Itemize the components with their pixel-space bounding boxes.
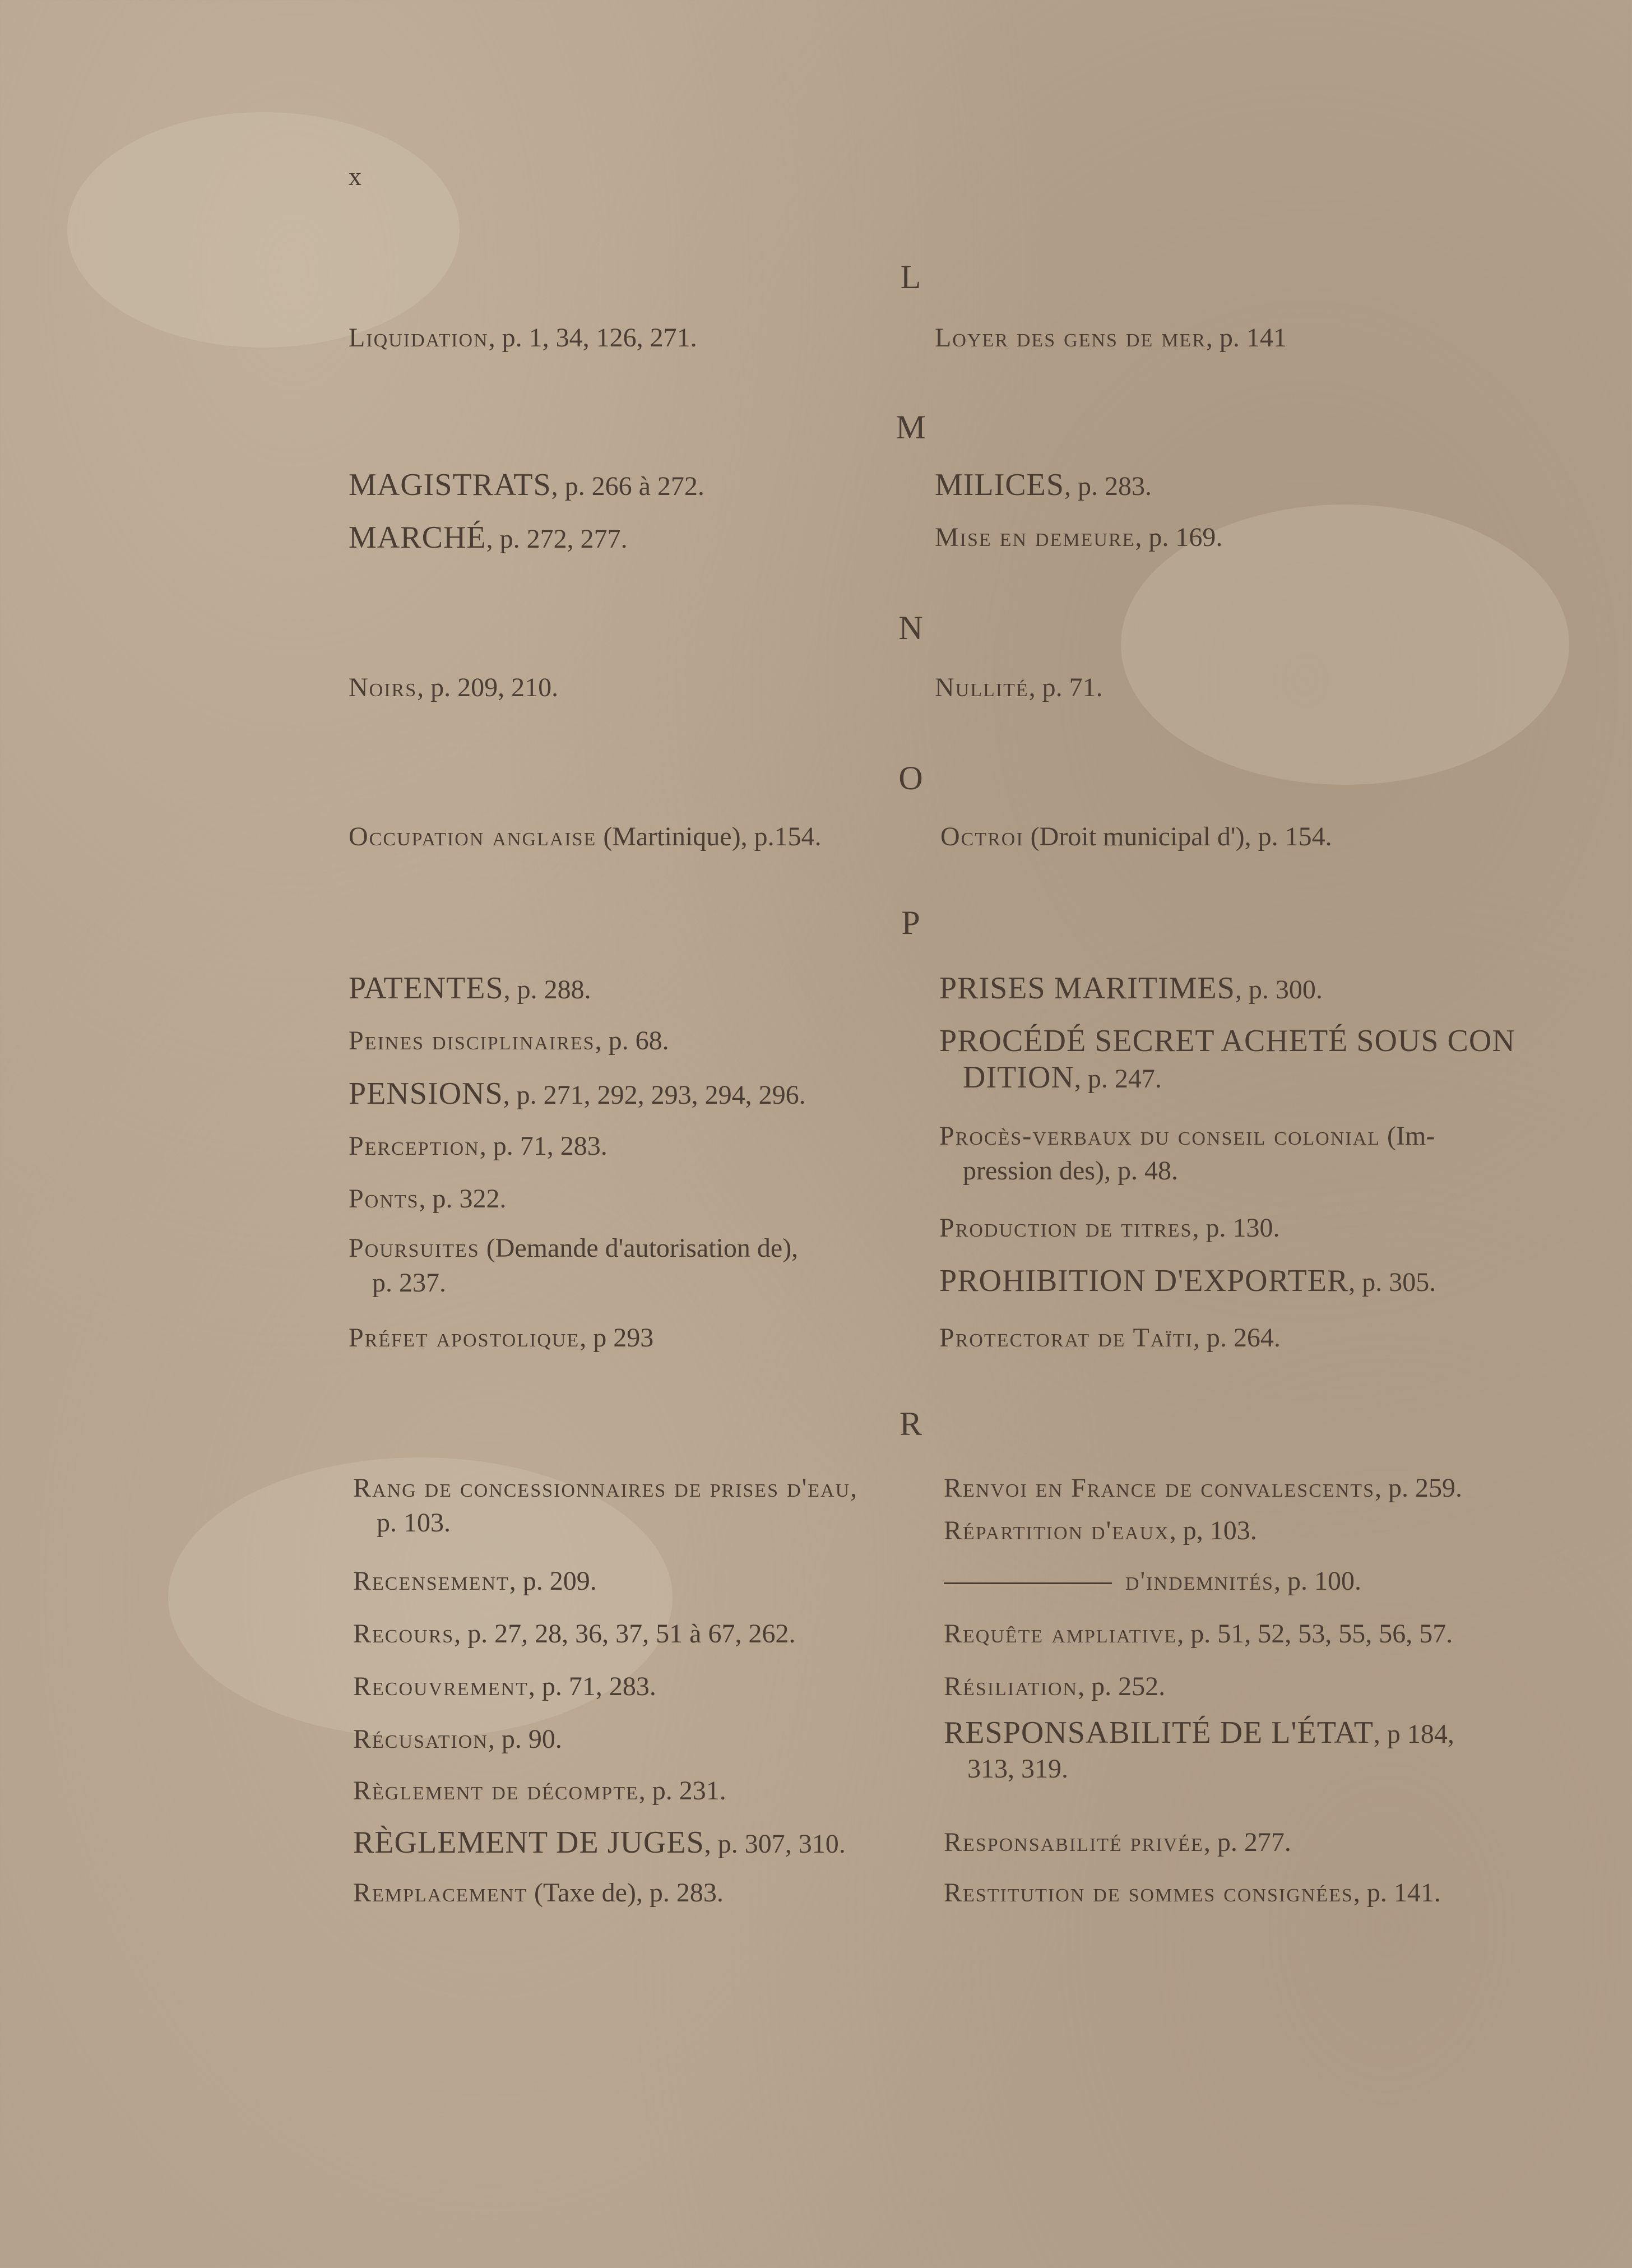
section-letter-m: M [896, 409, 926, 446]
index-entry: Préfet apostolique, p 293 [349, 1323, 654, 1353]
index-entry: Recouvrement, p. 71, 283. [353, 1672, 656, 1701]
index-entry: MILICES, p. 283. [935, 468, 1152, 502]
index-entry: PRISES MARITIMES, p. 300. [939, 971, 1323, 1006]
index-entry: Perception, p. 71, 283. [349, 1131, 608, 1161]
index-entry: Rang de concessionnaires de prises d'eau, p. 103. [353, 1473, 857, 1538]
page-number: x [349, 162, 361, 191]
index-entry: PROHIBITION D'EXPORTER, p. 305. [939, 1263, 1436, 1298]
index-entry: RESPONSABILITÉ DE L'ÉTAT, p 184, 313, 319. [944, 1715, 1454, 1784]
index-entry: Loyer des gens de mer, p. 141 [935, 323, 1287, 353]
index-entry: RÈGLEMENT DE JUGES, p. 307, 310. [353, 1825, 846, 1860]
section-letter-l: L [900, 258, 921, 295]
index-entry: MAGISTRATS, p. 266 à 272. [349, 468, 704, 502]
section-letter-r: R [899, 1405, 922, 1442]
index-entry: Nullité, p. 71. [935, 673, 1103, 702]
index-entry: PENSIONS, p. 271, 292, 293, 294, 296. [349, 1076, 806, 1111]
index-entry: Restitution de sommes consignées, p. 141. [944, 1878, 1441, 1908]
index-entry: d'indemnités, p. 100. [944, 1564, 1361, 1599]
ditto-dash [944, 1582, 1112, 1584]
index-entry: MARCHÉ, p. 272, 277. [349, 520, 628, 555]
index-entry: Production de titres, p. 130. [939, 1213, 1280, 1243]
index-entry: Noirs, p. 209, 210. [349, 673, 559, 702]
section-letter-o: O [898, 760, 923, 797]
index-entry: PATENTES, p. 288. [349, 971, 591, 1006]
index-entry: Peines disciplinaires, p. 68. [349, 1026, 669, 1056]
index-entry: Protectorat de Taïti, p. 264. [939, 1323, 1281, 1353]
index-entry: Ponts, p. 322. [349, 1184, 507, 1214]
index-entry: Requête ampliative, p. 51, 52, 53, 55, 56, 57. [944, 1619, 1453, 1649]
index-entry: Renvoi en France de convalescents, p. 259. [944, 1473, 1462, 1503]
index-entry: Recensement, p. 209. [353, 1566, 597, 1596]
index-entry: Recours, p. 27, 28, 36, 37, 51 à 67, 262. [353, 1619, 796, 1649]
index-entry: PROCÉDÉ SECRET ACHETÉ SOUS CON DITION, p. 247. [939, 1024, 1515, 1095]
index-entry: Octroi (Droit municipal d'), p. 154. [940, 822, 1332, 851]
index-entry: Résiliation, p. 252. [944, 1672, 1166, 1701]
index-entry: Occupation anglaise (Martinique), p.154. [349, 822, 822, 851]
section-letter-p: P [901, 904, 920, 941]
index-entry: Récusation, p. 90. [353, 1724, 562, 1754]
index-entry: Liquidation, p. 1, 34, 126, 271. [349, 323, 697, 353]
index-entry: Responsabilité privée, p. 277. [944, 1827, 1291, 1857]
index-entry: Mise en demeure, p. 169. [935, 522, 1223, 552]
index-entry: Répartition d'eaux, p, 103. [944, 1516, 1257, 1545]
index-entry: Procès-verbaux du conseil colonial (Im- pression des), p. 48. [939, 1121, 1435, 1186]
index-entry: Poursuites (Demande d'autorisation de), p. 237. [349, 1233, 799, 1298]
index-entry: Règlement de décompte, p. 231. [353, 1776, 726, 1806]
section-letter-n: N [898, 609, 923, 646]
index-entry: Remplacement (Taxe de), p. 283. [353, 1878, 724, 1908]
